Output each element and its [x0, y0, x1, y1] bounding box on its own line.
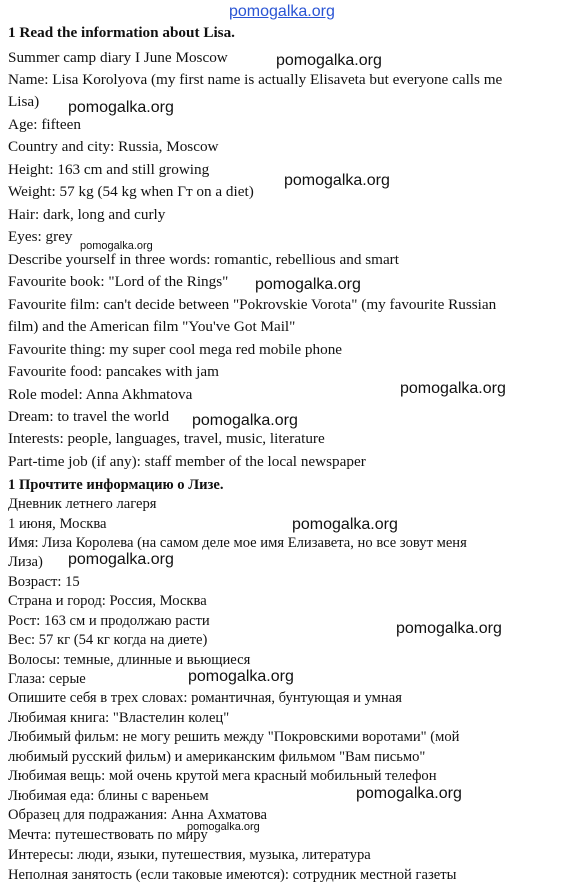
english-line: Weight: 57 kg (54 kg when Гт on a diet) [8, 183, 254, 200]
english-line: Interests: people, languages, travel, music, literature [8, 430, 325, 447]
russian-line: Любимая книга: "Властелин колец" [8, 710, 230, 726]
russian-line: Интересы: люди, языки, путешествия, музыка, литература [8, 847, 371, 863]
english-line: Age: fifteen [8, 116, 81, 133]
watermark-small: pomogalka.org [80, 240, 153, 252]
english-line: Favourite thing: my super cool mega red mobile phone [8, 341, 343, 358]
watermark: pomogalka.org [188, 668, 294, 685]
russian-line: 1 июня, Москва [8, 516, 107, 532]
english-line: Role model: Anna Akhmatova [8, 386, 193, 403]
watermark: pomogalka.org [255, 276, 361, 293]
english-line: Summer camp diary I June Moscow [8, 49, 228, 66]
russian-line: Возраст: 15 [8, 574, 80, 590]
english-line: Height: 163 cm and still growing [8, 161, 210, 178]
russian-line: Неполная занятость (если таковые имеются): сотрудник местной газеты [8, 867, 457, 883]
english-line: Hair: dark, long and curly [8, 206, 166, 223]
english-line: film) and the American film "You've Got Mail" [8, 318, 296, 335]
watermark: pomogalka.org [192, 412, 298, 429]
watermark: pomogalka.org [400, 380, 506, 397]
english-line: Favourite food: pancakes with jam [8, 363, 219, 380]
russian-line: Глаза: серые [8, 671, 86, 687]
english-line: Favourite film: can't decide between "Pokrovskie Vorota" (my favourite Russian [8, 296, 497, 313]
russian-line: Любимая еда: блины с вареньем [8, 788, 209, 804]
english-line: Part-time job (if any): staff member of the local newspaper [8, 453, 366, 470]
english-line: Describe yourself in three words: romantic, rebellious and smart [8, 251, 399, 268]
russian-line: Страна и город: Россия, Москва [8, 593, 207, 609]
watermark: pomogalka.org [68, 99, 174, 116]
english-line: Eyes: grey [8, 228, 73, 245]
watermark: pomogalka.org [396, 620, 502, 637]
russian-line: Рост: 163 см и продолжаю расти [8, 613, 210, 629]
watermark: pomogalka.org [68, 551, 174, 568]
english-line: Country and city: Russia, Moscow [8, 138, 219, 155]
watermark: pomogalka.org [292, 516, 398, 533]
russian-line: Имя: Лиза Королева (на самом деле мое имя Елизавета, но все зовут меня [8, 535, 467, 551]
russian-line: Любимый фильм: не могу решить между "Покровскими воротами" (мой [8, 729, 460, 745]
english-line: Lisa) [8, 93, 40, 110]
english-line: Dream: to travel the world [8, 408, 170, 425]
english-line: Favourite book: "Lord of the Rings" [8, 273, 229, 290]
watermark: pomogalka.org [356, 785, 462, 802]
watermark-link[interactable]: pomogalka.org [229, 3, 335, 20]
english-line: Name: Lisa Korolyova (my first name is actually Elisaveta but everyone calls me [8, 71, 503, 88]
english-heading: 1 Read the information about Lisa. [8, 24, 235, 41]
watermark: pomogalka.org [276, 52, 382, 69]
russian-heading: 1 Прочтите информацию о Лизе. [8, 477, 224, 493]
russian-line: любимый русский фильм) и американским фильмом "Вам письмо" [8, 749, 426, 765]
russian-line: Любимая вещь: мой очень крутой мега красный мобильный телефон [8, 768, 437, 784]
russian-line: Волосы: темные, длинные и вьющиеся [8, 652, 251, 668]
watermark-small: pomogalka.org [187, 821, 260, 833]
russian-line: Лиза) [8, 554, 43, 570]
russian-line: Дневник летнего лагеря [8, 496, 157, 512]
russian-line: Опишите себя в трех словах: романтичная, бунтующая и умная [8, 690, 402, 706]
watermark: pomogalka.org [284, 172, 390, 189]
russian-line: Мечта: путешествовать по миру [8, 827, 208, 843]
russian-line: Вес: 57 кг (54 кг когда на диете) [8, 632, 208, 648]
russian-line: Образец для подражания: Анна Ахматова [8, 807, 268, 823]
